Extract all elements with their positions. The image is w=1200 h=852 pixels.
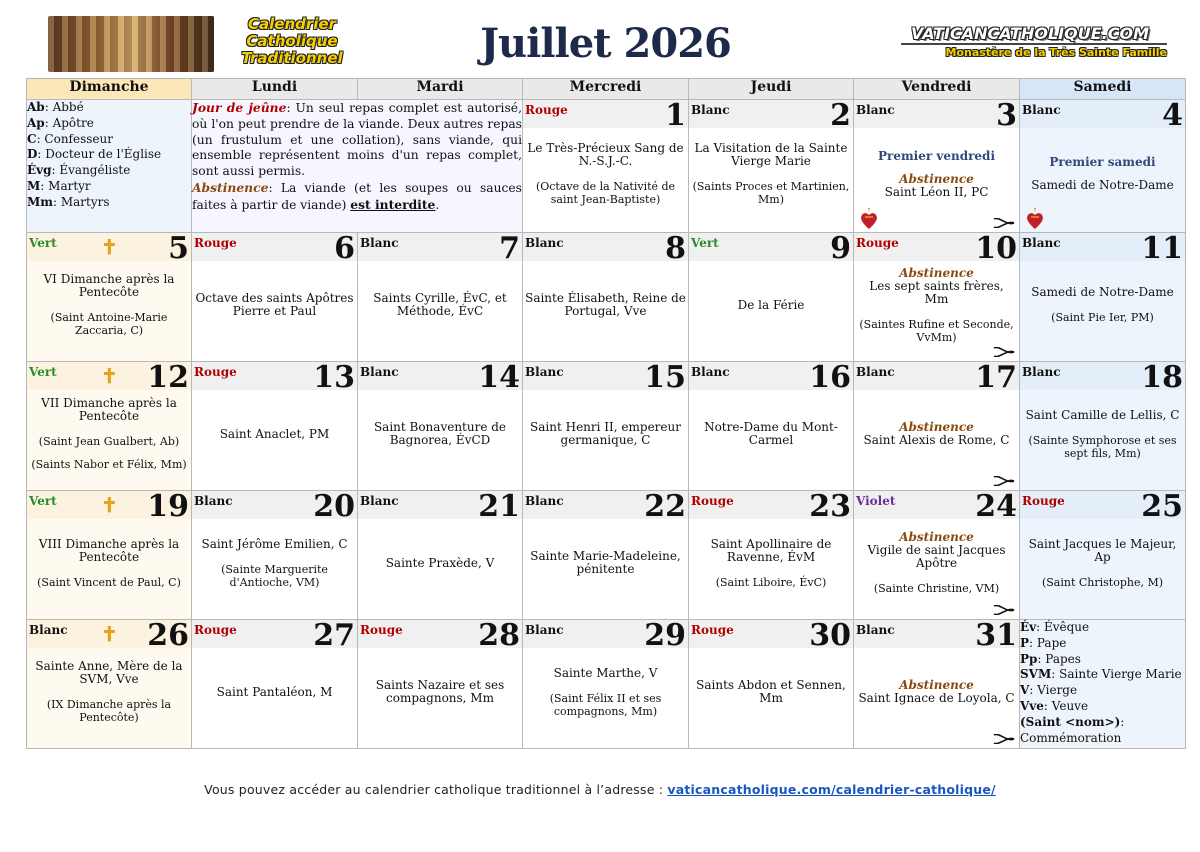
day-number: 26 bbox=[147, 618, 189, 653]
day-cell-15[interactable] bbox=[523, 362, 689, 491]
legend-item: C: Confesseur bbox=[27, 131, 113, 146]
liturgical-color: Blanc bbox=[525, 236, 564, 250]
abstinence-label: Abstinence bbox=[899, 265, 974, 280]
legend-item: Mm: Martyrs bbox=[27, 194, 110, 209]
logo-line: Catholique bbox=[246, 32, 338, 50]
gold-cross-icon: ✝ bbox=[101, 622, 118, 646]
day-cell-13[interactable] bbox=[192, 362, 358, 491]
day-cell-20[interactable] bbox=[192, 491, 358, 620]
day-number: 31 bbox=[975, 618, 1017, 653]
day-cell-28[interactable] bbox=[358, 620, 523, 749]
day-number: 12 bbox=[147, 360, 189, 395]
abstinence-label: Abstinence bbox=[899, 171, 974, 186]
footer-note bbox=[0, 782, 1200, 797]
feast-name: Octave des saints Apôtres Pierre et Paul bbox=[195, 291, 354, 318]
month-title: Juillet 2026 bbox=[480, 20, 731, 67]
day-number: 10 bbox=[975, 231, 1017, 266]
feast-name: Saint Bonaventure de Bagnorea, ÉvCD bbox=[373, 420, 507, 447]
ichthys-fish-icon bbox=[993, 347, 1015, 359]
day-number: 15 bbox=[644, 360, 686, 395]
feast-name: Saint Jérôme Emilien, C bbox=[201, 536, 348, 551]
first-friday-label: Premier vendredi bbox=[878, 148, 995, 163]
liturgical-color: Vert bbox=[29, 494, 57, 508]
weekday-header: Samedi bbox=[1020, 79, 1186, 100]
commemoration: (Saint Vincent de Paul, C) bbox=[37, 575, 181, 589]
abbreviation-legend-right bbox=[1020, 620, 1186, 749]
feast-name: Saint Léon II, PC bbox=[884, 184, 989, 199]
legend-item: Vve: Veuve bbox=[1020, 698, 1089, 713]
day-number: 6 bbox=[334, 231, 355, 266]
sacred-heart-icon bbox=[1026, 208, 1044, 230]
day-number: 5 bbox=[168, 231, 189, 266]
commemoration: (Sainte Christine, VM) bbox=[873, 582, 1000, 595]
commemoration: (Saint Pie Ier, PM) bbox=[1051, 311, 1154, 324]
commemoration: (IX Dimanche après la Pentecôte) bbox=[46, 698, 172, 724]
ichthys-fish-icon bbox=[993, 605, 1015, 617]
abstinence-label: Abstinence bbox=[899, 420, 974, 434]
ichthys-fish-icon bbox=[993, 218, 1015, 230]
day-number: 22 bbox=[644, 489, 686, 524]
day-cell-7[interactable] bbox=[358, 233, 523, 362]
feast-name: Samedi de Notre-Dame bbox=[1031, 178, 1174, 192]
liturgical-color: Rouge bbox=[525, 103, 568, 117]
liturgical-color: Blanc bbox=[525, 494, 564, 508]
day-number: 9 bbox=[830, 231, 851, 266]
day-cell-16[interactable] bbox=[689, 362, 854, 491]
commemoration: (Saint Liboire, ÉvC) bbox=[715, 575, 827, 589]
liturgical-color: Violet bbox=[856, 494, 896, 508]
forbidden-text: est interdite bbox=[350, 196, 436, 212]
feast-name: Vigile de saint Jacques Apôtre bbox=[867, 543, 1006, 570]
calendar-header bbox=[26, 14, 1185, 78]
abstinence-text: : La viande (et les soupes ou sauces faites à partir de viande) bbox=[192, 180, 522, 212]
feast-name: Saint Anaclet, PM bbox=[219, 426, 330, 441]
day-cell-3[interactable] bbox=[854, 100, 1020, 233]
liturgical-color: Vert bbox=[29, 365, 57, 379]
feast-name: Saint Apollinaire de Ravenne, ÉvM bbox=[710, 536, 832, 564]
liturgical-color: Blanc bbox=[194, 494, 233, 508]
feast-name: Les sept saints frères, Mm bbox=[869, 278, 1004, 306]
liturgical-color: Rouge bbox=[194, 236, 237, 250]
day-number: 23 bbox=[809, 489, 851, 524]
day-cell-4[interactable] bbox=[1020, 100, 1186, 233]
feast-name: De la Férie bbox=[737, 297, 805, 312]
calendar-link[interactable]: vaticancatholique.com/calendrier-catholique/ bbox=[667, 782, 996, 797]
commemoration: (Saint Christophe, M) bbox=[1041, 575, 1164, 589]
commemoration: (Saints Nabor et Félix, Mm) bbox=[31, 458, 187, 471]
day-number: 27 bbox=[313, 618, 355, 653]
legend-item: Ap: Apôtre bbox=[27, 115, 94, 130]
liturgical-color: Blanc bbox=[525, 623, 564, 637]
day-cell-8[interactable] bbox=[523, 233, 689, 362]
feast-name: Saint Alexis de Rome, C bbox=[863, 433, 1010, 447]
liturgical-color: Blanc bbox=[360, 365, 399, 379]
abbreviation-legend-left bbox=[27, 100, 192, 233]
day-number: 8 bbox=[665, 231, 686, 266]
day-cell-26[interactable] bbox=[27, 620, 192, 749]
feast-name: Samedi de Notre-Dame bbox=[1031, 285, 1174, 299]
day-cell-10[interactable] bbox=[854, 233, 1020, 362]
day-cell-2[interactable] bbox=[689, 100, 854, 233]
liturgical-color: Rouge bbox=[856, 236, 899, 250]
feast-name: Saint Henri II, empereur germanique, C bbox=[530, 420, 681, 447]
day-cell-24[interactable] bbox=[854, 491, 1020, 620]
feast-name: Sainte Marthe, V bbox=[553, 665, 658, 680]
liturgical-color: Blanc bbox=[856, 623, 895, 637]
liturgical-color: Blanc bbox=[525, 365, 564, 379]
feast-name: Sainte Marie-Madeleine, pénitente bbox=[530, 549, 681, 576]
liturgical-color: Blanc bbox=[1022, 365, 1061, 379]
ichthys-fish-icon bbox=[993, 734, 1015, 746]
site-name: VATICANCATHOLIQUE.COM bbox=[910, 24, 1149, 43]
day-cell-12[interactable] bbox=[27, 362, 192, 491]
weekday-header: Lundi bbox=[192, 79, 358, 100]
feast-name: Saint Jacques le Majeur, Ap bbox=[1028, 536, 1177, 564]
feast-name: Saint Ignace de Loyola, C bbox=[858, 691, 1015, 705]
day-number: 21 bbox=[478, 489, 520, 524]
liturgical-color: Rouge bbox=[691, 623, 734, 637]
liturgical-color: Blanc bbox=[856, 103, 895, 117]
day-cell-1[interactable] bbox=[523, 100, 689, 233]
commemoration: (Octave de la Nativité de saint Jean-Baptiste) bbox=[535, 180, 676, 206]
feast-name: Sainte Anne, Mère de la SVM, Vve bbox=[35, 659, 183, 686]
legend-item: P: Pape bbox=[1020, 635, 1067, 650]
legend-item: Évg: Évangéliste bbox=[27, 163, 131, 178]
day-number: 30 bbox=[809, 618, 851, 653]
day-number: 13 bbox=[313, 360, 355, 395]
day-cell-6[interactable] bbox=[192, 233, 358, 362]
gold-cross-icon: ✝ bbox=[101, 235, 118, 259]
first-saturday-label: Premier samedi bbox=[1049, 155, 1156, 169]
day-cell-17[interactable] bbox=[854, 362, 1020, 491]
liturgical-color: Blanc bbox=[691, 103, 730, 117]
day-number: 28 bbox=[478, 618, 520, 653]
liturgical-color: Blanc bbox=[29, 623, 68, 637]
legend-item: Év: Évêque bbox=[1020, 620, 1090, 634]
feast-name: Saints Cyrille, ÉvC, et Méthode, ÉvC bbox=[373, 291, 507, 318]
logo-line: Calendrier bbox=[248, 15, 336, 33]
liturgical-color: Blanc bbox=[1022, 103, 1061, 117]
day-cell-9[interactable] bbox=[689, 233, 854, 362]
day-cell-5[interactable] bbox=[27, 233, 192, 362]
liturgical-color: Rouge bbox=[194, 623, 237, 637]
day-number: 14 bbox=[478, 360, 520, 395]
fast-text: : Un seul repas complet est autorisé, où l'on peut prendre de la viande. Deux autres repas (un frustulum et une collation), sans viande, qui ensemble représentent moins d'un repas complet, sont aussi permis. bbox=[192, 101, 522, 179]
weekday-header: Mardi bbox=[358, 79, 523, 100]
feast-name: Saints Abdon et Sennen, Mm bbox=[696, 678, 846, 705]
day-cell-11[interactable] bbox=[1020, 233, 1186, 362]
feast-name: Sainte Élisabeth, Reine de Portugal, Vve bbox=[525, 291, 686, 318]
gold-cross-icon: ✝ bbox=[101, 493, 118, 517]
liturgical-color: Rouge bbox=[1022, 494, 1065, 508]
liturgical-color: Rouge bbox=[194, 365, 237, 379]
sacred-heart-icon bbox=[860, 208, 878, 230]
fast-term: Jour de jeûne bbox=[192, 100, 287, 115]
weekday-header: Vendredi bbox=[854, 79, 1020, 100]
abstinence-label: Abstinence bbox=[899, 678, 974, 692]
day-number: 20 bbox=[313, 489, 355, 524]
feast-name: Le Très-Précieux Sang de N.-S.J.-C. bbox=[527, 141, 684, 168]
day-number: 3 bbox=[996, 98, 1017, 133]
liturgical-color: Vert bbox=[691, 236, 719, 250]
day-cell-29[interactable] bbox=[523, 620, 689, 749]
day-number: 1 bbox=[665, 98, 686, 133]
day-number: 7 bbox=[499, 231, 520, 266]
feast-name: Saints Nazaire et ses compagnons, Mm bbox=[375, 678, 505, 705]
site-divider bbox=[901, 43, 1167, 45]
legend-item: (Saint <nom>): Commémoration bbox=[1020, 714, 1125, 745]
legend-item: D: Docteur de l'Église bbox=[27, 147, 162, 162]
liturgical-color: Rouge bbox=[691, 494, 734, 508]
legend-item: SVM: Sainte Vierge Marie bbox=[1020, 667, 1182, 682]
commemoration: (Sainte Symphorose et ses sept fils, Mm) bbox=[1028, 433, 1177, 460]
feast-name: Sainte Praxède, V bbox=[385, 555, 495, 570]
legend-item: M: Martyr bbox=[27, 178, 91, 193]
feast-name: VIII Dimanche après la Pentecôte bbox=[38, 536, 180, 564]
day-cell-25[interactable] bbox=[1020, 491, 1186, 620]
weekday-header: Dimanche bbox=[27, 79, 192, 100]
legend-item: Pp: Papes bbox=[1020, 651, 1081, 666]
liturgical-color: Blanc bbox=[360, 236, 399, 250]
feast-name: Saint Pantaléon, M bbox=[216, 684, 333, 699]
day-cell-22[interactable] bbox=[523, 491, 689, 620]
day-number: 16 bbox=[809, 360, 851, 395]
liturgical-color: Rouge bbox=[360, 623, 403, 637]
day-cell-18[interactable] bbox=[1020, 362, 1186, 491]
commemoration: (Saint Félix II et ses compagnons, Mm) bbox=[549, 691, 662, 718]
commemoration: (Saint Jean Gualbert, Ab) bbox=[38, 435, 180, 448]
fasting-rules-note: Jour de jeûne: Un seul repas complet est autorisé, où l'on peut prendre de la viande. Deux autres repas (un frustulum et une collation), sans viande, qui ensemble représentent moins d'un repas complet, sont aussi permis. Abstinence: La viande (et les soupes ou sauces faites à partir de viande) est interdite. bbox=[192, 100, 523, 233]
feast-name: VI Dimanche après la Pentecôte bbox=[43, 272, 175, 299]
day-number: 18 bbox=[1141, 360, 1183, 395]
day-number: 4 bbox=[1162, 98, 1183, 133]
day-number: 25 bbox=[1141, 489, 1183, 524]
feast-name: VII Dimanche après la Pentecôte bbox=[41, 396, 177, 423]
weekday-header: Mercredi bbox=[523, 79, 689, 100]
commemoration: (Saintes Rufine et Seconde, VvMm) bbox=[859, 317, 1014, 344]
day-cell-21[interactable] bbox=[358, 491, 523, 620]
day-number: 29 bbox=[644, 618, 686, 653]
liturgical-color: Blanc bbox=[360, 494, 399, 508]
calendar-grid bbox=[26, 78, 1186, 749]
day-cell-14[interactable] bbox=[358, 362, 523, 491]
gold-cross-icon: ✝ bbox=[101, 364, 118, 388]
day-cell-19[interactable] bbox=[27, 491, 192, 620]
abstinence-term: Abstinence bbox=[192, 179, 269, 195]
legend-item: V: Vierge bbox=[1020, 683, 1078, 698]
commemoration: (Saints Proces et Martinien, Mm) bbox=[692, 180, 850, 206]
day-cell-23[interactable] bbox=[689, 491, 854, 620]
ichthys-fish-icon bbox=[993, 476, 1015, 488]
logo-line: Traditionnel bbox=[241, 49, 343, 67]
commemoration: (Saint Antoine-Marie Zaccaria, C) bbox=[50, 311, 168, 337]
liturgical-color: Vert bbox=[29, 236, 57, 250]
footer-text: Vous pouvez accéder au calendrier catholique traditionnel à l’adresse : bbox=[204, 782, 668, 797]
site-subtitle: Monastère de la Très Sainte Famille bbox=[945, 46, 1167, 59]
day-number: 19 bbox=[147, 489, 189, 524]
day-cell-27[interactable] bbox=[192, 620, 358, 749]
abstinence-label: Abstinence bbox=[899, 530, 974, 544]
day-number: 24 bbox=[975, 489, 1017, 524]
feast-name: Saint Camille de Lellis, C bbox=[1025, 407, 1180, 422]
day-cell-30[interactable] bbox=[689, 620, 854, 749]
day-number: 17 bbox=[975, 360, 1017, 395]
feast-name: La Visitation de la Sainte Vierge Marie bbox=[694, 141, 848, 168]
commemoration: (Sainte Marguerite d'Antioche, VM) bbox=[221, 562, 328, 589]
weekday-header: Jeudi bbox=[689, 79, 854, 100]
legend-item: Ab: Abbé bbox=[27, 100, 84, 114]
day-cell-31[interactable] bbox=[854, 620, 1020, 749]
day-number: 11 bbox=[1141, 231, 1183, 266]
liturgical-color: Blanc bbox=[1022, 236, 1061, 250]
feast-name: Notre-Dame du Mont-Carmel bbox=[704, 420, 838, 447]
liturgical-color: Blanc bbox=[856, 365, 895, 379]
day-number: 2 bbox=[830, 98, 851, 133]
liturgical-color: Blanc bbox=[691, 365, 730, 379]
